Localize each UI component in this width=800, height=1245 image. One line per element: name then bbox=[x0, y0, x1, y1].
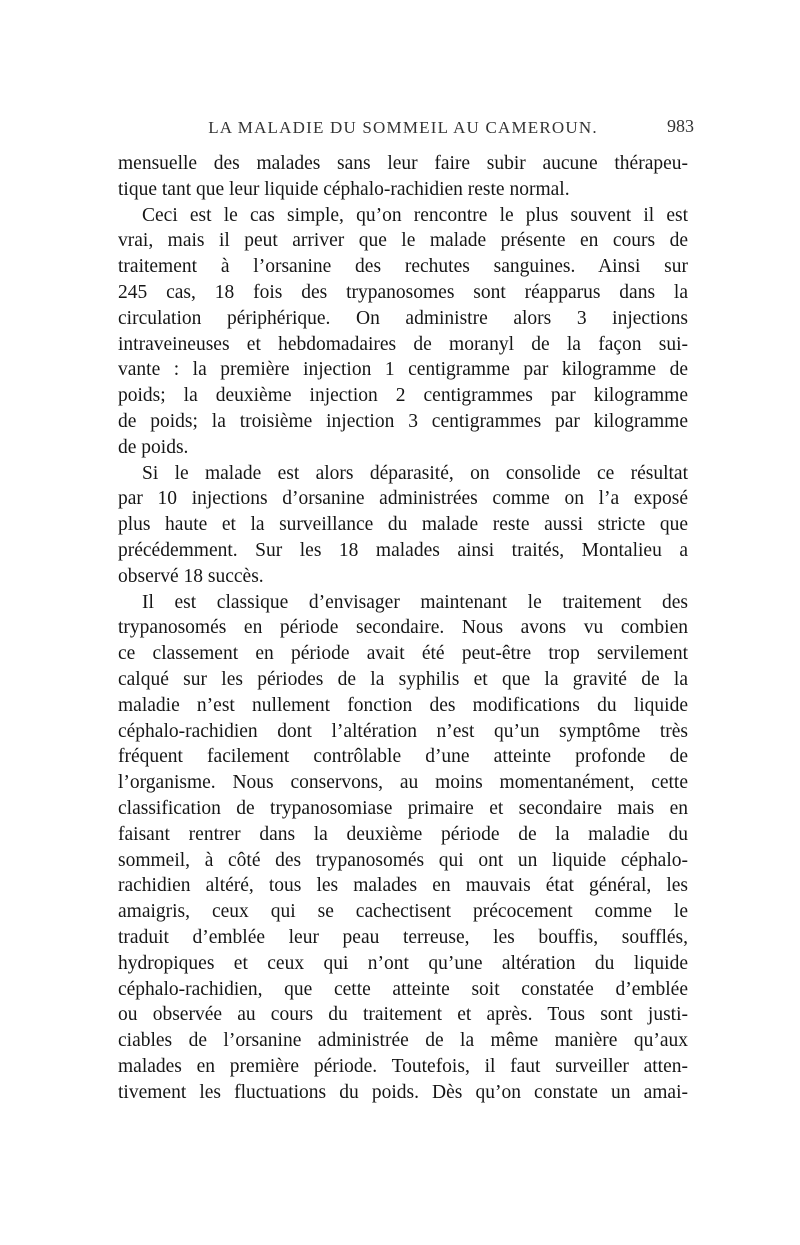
text-line: l’organisme. Nous conservons, au moins momentanément, cette bbox=[118, 772, 688, 794]
paragraph-first-line: Ceci est le cas simple, qu’on rencontre le plus souvent il est bbox=[142, 204, 688, 226]
text-line: hydropiques et ceux qui n’ont qu’une altération du liquide bbox=[118, 952, 688, 974]
text-line: circulation périphérique. On administre alors 3 injections bbox=[118, 307, 688, 329]
page-number: 983 bbox=[667, 116, 694, 136]
running-header bbox=[118, 116, 694, 142]
text-line: trypanosomés en période secondaire. Nous avons vu combien bbox=[118, 617, 688, 639]
paragraph-first-line: Si le malade est alors déparasité, on consolide ce résultat bbox=[142, 462, 688, 484]
text-line: de poids; la troisième injection 3 centigrammes par kilogramme bbox=[118, 410, 688, 432]
text-line: ciables de l’orsanine administrée de la même manière qu’aux bbox=[118, 1030, 688, 1052]
text-line: maladie n’est nullement fonction des modifications du liquide bbox=[118, 694, 688, 716]
running-title: LA MALADIE DU SOMMEIL AU CAMEROUN. bbox=[208, 118, 598, 137]
text-line: poids; la deuxième injection 2 centigrammes par kilogramme bbox=[118, 385, 688, 407]
text-line: intraveineuses et hebdomadaires de moranyl de la façon sui- bbox=[118, 333, 688, 355]
text-line: tivement les fluctuations du poids. Dès qu’on constate un amai- bbox=[118, 1081, 688, 1103]
text-line: vrai, mais il peut arriver que le malade présente en cours de bbox=[118, 230, 688, 252]
text-line: classification de trypanosomiase primaire et secondaire mais en bbox=[118, 797, 688, 819]
text-line: de poids. bbox=[118, 436, 189, 458]
text-line: faisant rentrer dans la deuxième période de la maladie du bbox=[118, 823, 688, 845]
text-line: traitement à l’orsanine des rechutes sanguines. Ainsi sur bbox=[118, 256, 688, 278]
text-line: céphalo-rachidien, que cette atteinte soit constatée d’emblée bbox=[118, 978, 688, 1000]
text-line: calqué sur les périodes de la syphilis et que la gravité de la bbox=[118, 668, 688, 690]
text-line: vante : la première injection 1 centigramme par kilogramme de bbox=[118, 359, 688, 381]
text-line: céphalo-rachidien dont l’altération n’est qu’un symptôme très bbox=[118, 720, 688, 742]
body-text bbox=[118, 151, 688, 1105]
text-line: tique tant que leur liquide céphalo-rachidien reste normal. bbox=[118, 178, 570, 200]
text-line: sommeil, à côté des trypanosomés qui ont un liquide céphalo- bbox=[118, 849, 688, 871]
text-line: observé 18 succès. bbox=[118, 565, 264, 587]
text-line: 245 cas, 18 fois des trypanosomes sont réapparus dans la bbox=[118, 281, 688, 303]
text-line: ou observée au cours du traitement et après. Tous sont justi- bbox=[118, 1004, 688, 1026]
text-line: rachidien altéré, tous les malades en mauvais état général, les bbox=[118, 875, 688, 897]
paragraph-first-line: Il est classique d’envisager maintenant le traitement des bbox=[142, 591, 688, 613]
text-line: malades en première période. Toutefois, il faut surveiller atten- bbox=[118, 1055, 688, 1077]
text-line: traduit d’emblée leur peau terreuse, les bouffis, soufflés, bbox=[118, 926, 688, 948]
text-line: précédemment. Sur les 18 malades ainsi traités, Montalieu a bbox=[118, 539, 688, 561]
text-line: ce classement en période avait été peut-être trop servilement bbox=[118, 643, 688, 665]
text-line: fréquent facilement contrôlable d’une atteinte profonde de bbox=[118, 746, 688, 768]
text-line: amaigris, ceux qui se cachectisent précocement comme le bbox=[118, 901, 688, 923]
text-line: mensuelle des malades sans leur faire subir aucune thérapeu- bbox=[118, 153, 688, 174]
text-line: plus haute et la surveillance du malade reste aussi stricte que bbox=[118, 514, 688, 536]
text-line: par 10 injections d’orsanine administrées comme on l’a exposé bbox=[118, 488, 688, 510]
